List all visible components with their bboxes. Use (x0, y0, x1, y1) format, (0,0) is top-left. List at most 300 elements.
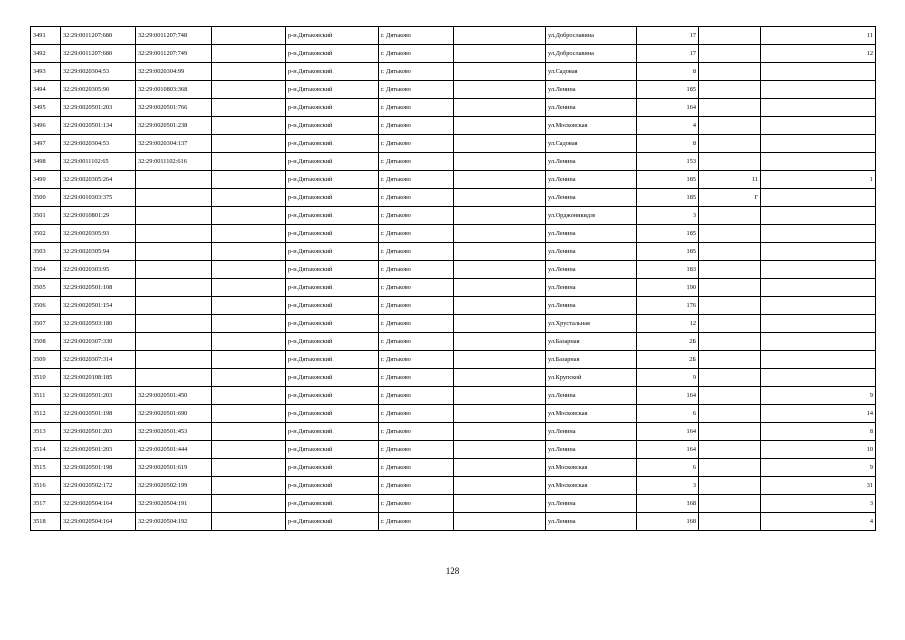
cell-street: ул.Московская (546, 405, 637, 423)
cell-blank-column (212, 513, 286, 531)
cell-linked-cadastral-number (136, 297, 212, 315)
cell-district: р-н.Дятьковский (286, 333, 379, 351)
cell-linked-cadastral-number: 32:29:0020501:444 (136, 441, 212, 459)
table-row (31, 315, 876, 333)
cell-apartment: 8 (761, 423, 876, 441)
cell-blank-column (212, 243, 286, 261)
cell-cadastral-number: 32:29:0020504:164 (61, 495, 136, 513)
cell-street: ул.Московская (546, 117, 637, 135)
cell-district: р-н.Дятьковский (286, 27, 379, 45)
cell-blank-column (212, 423, 286, 441)
cell-street: ул.Московская (546, 459, 637, 477)
cell-district: р-н.Дятьковский (286, 171, 379, 189)
cell-locality (454, 423, 546, 441)
cell-linked-cadastral-number: 32:29:0020502:199 (136, 477, 212, 495)
cell-linked-cadastral-number: 32:29:0020504:191 (136, 495, 212, 513)
table-row (31, 153, 876, 171)
registry-table (30, 26, 876, 531)
cell-house-number: 190 (637, 279, 699, 297)
cell-city: г. Дятьково (379, 153, 454, 171)
cell-blank-column (212, 441, 286, 459)
cell-locality (454, 459, 546, 477)
cell-record-number: 3508 (31, 333, 61, 351)
cell-linked-cadastral-number: 32:29:0020501:238 (136, 117, 212, 135)
cell-blank-column (212, 99, 286, 117)
cell-house-number: 183 (637, 261, 699, 279)
cell-blank-column (212, 27, 286, 45)
table-row (31, 405, 876, 423)
cell-building (699, 405, 761, 423)
cell-city: г. Дятьково (379, 261, 454, 279)
cell-district: р-н.Дятьковский (286, 297, 379, 315)
table-row (31, 225, 876, 243)
cell-house-number: 3 (637, 477, 699, 495)
table-row (31, 495, 876, 513)
cell-house-number: 185 (637, 81, 699, 99)
cell-apartment: 31 (761, 477, 876, 495)
cell-linked-cadastral-number: 32:29:0011102:616 (136, 153, 212, 171)
cell-street: ул.Базарная (546, 351, 637, 369)
cell-district: р-н.Дятьковский (286, 45, 379, 63)
cell-street: ул.Ленина (546, 441, 637, 459)
cell-building (699, 387, 761, 405)
cell-blank-column (212, 189, 286, 207)
cell-house-number: 17 (637, 27, 699, 45)
cell-linked-cadastral-number (136, 279, 212, 297)
cell-district: р-н.Дятьковский (286, 81, 379, 99)
cell-city: г. Дятьково (379, 369, 454, 387)
cell-city: г. Дятьково (379, 351, 454, 369)
cell-cadastral-number: 32:29:0011207:680 (61, 45, 136, 63)
cell-apartment (761, 153, 876, 171)
cell-street: ул.Крупской (546, 369, 637, 387)
cell-record-number: 3509 (31, 351, 61, 369)
cell-record-number: 3492 (31, 45, 61, 63)
table-row (31, 261, 876, 279)
cell-blank-column (212, 135, 286, 153)
table-row (31, 99, 876, 117)
cell-record-number: 3510 (31, 369, 61, 387)
cell-street: ул.Ленина (546, 81, 637, 99)
cell-blank-column (212, 495, 286, 513)
cell-blank-column (212, 351, 286, 369)
cell-house-number: 12 (637, 315, 699, 333)
cell-record-number: 3497 (31, 135, 61, 153)
cell-blank-column (212, 171, 286, 189)
cell-cadastral-number: 32:29:0020307:330 (61, 333, 136, 351)
cell-cadastral-number: 32:29:0020303:95 (61, 261, 136, 279)
cell-house-number: 176 (637, 297, 699, 315)
cell-cadastral-number: 32:29:0020501:198 (61, 405, 136, 423)
cell-district: р-н.Дятьковский (286, 135, 379, 153)
table-row (31, 369, 876, 387)
cell-house-number: 2Б (637, 351, 699, 369)
cell-district: р-н.Дятьковский (286, 495, 379, 513)
cell-city: г. Дятьково (379, 459, 454, 477)
cell-locality (454, 207, 546, 225)
cell-building (699, 117, 761, 135)
cell-linked-cadastral-number: 32:29:0020501:450 (136, 387, 212, 405)
cell-building (699, 315, 761, 333)
cell-apartment: 3 (761, 495, 876, 513)
cell-district: р-н.Дятьковский (286, 63, 379, 81)
cell-blank-column (212, 45, 286, 63)
cell-apartment: 14 (761, 405, 876, 423)
cell-locality (454, 405, 546, 423)
cell-locality (454, 351, 546, 369)
cell-linked-cadastral-number: 32:29:0010803:368 (136, 81, 212, 99)
cell-city: г. Дятьково (379, 387, 454, 405)
cell-district: р-н.Дятьковский (286, 153, 379, 171)
cell-building (699, 495, 761, 513)
table-row (31, 459, 876, 477)
cell-cadastral-number: 32:29:0020305:93 (61, 225, 136, 243)
cell-house-number: 185 (637, 171, 699, 189)
cell-city: г. Дятьково (379, 207, 454, 225)
cell-locality (454, 189, 546, 207)
cell-record-number: 3505 (31, 279, 61, 297)
cell-city: г. Дятьково (379, 81, 454, 99)
cell-cadastral-number: 32:29:0020305:90 (61, 81, 136, 99)
cell-blank-column (212, 207, 286, 225)
cell-blank-column (212, 117, 286, 135)
cell-street: ул.Ленина (546, 189, 637, 207)
cell-city: г. Дятьково (379, 405, 454, 423)
cell-building (699, 261, 761, 279)
cell-house-number: 2Б (637, 333, 699, 351)
cell-cadastral-number: 32:29:0011207:680 (61, 27, 136, 45)
cell-apartment (761, 225, 876, 243)
cell-street: ул.Ленина (546, 225, 637, 243)
cell-blank-column (212, 81, 286, 99)
cell-locality (454, 45, 546, 63)
cell-linked-cadastral-number: 32:29:0020501:690 (136, 405, 212, 423)
cell-city: г. Дятьково (379, 243, 454, 261)
cell-city: г. Дятьково (379, 63, 454, 81)
cell-house-number: 168 (637, 495, 699, 513)
cell-linked-cadastral-number (136, 333, 212, 351)
cell-cadastral-number: 32:29:0020501:134 (61, 117, 136, 135)
cell-street: ул.Ленина (546, 243, 637, 261)
cell-street: ул.Ленина (546, 387, 637, 405)
cell-apartment (761, 135, 876, 153)
cell-linked-cadastral-number: 32:29:0011207:749 (136, 45, 212, 63)
cell-record-number: 3491 (31, 27, 61, 45)
cell-locality (454, 243, 546, 261)
cell-building (699, 351, 761, 369)
cell-building (699, 81, 761, 99)
cell-city: г. Дятьково (379, 423, 454, 441)
cell-apartment (761, 189, 876, 207)
cell-apartment (761, 99, 876, 117)
table-row (31, 441, 876, 459)
cell-building (699, 423, 761, 441)
cell-apartment (761, 261, 876, 279)
cell-street: ул.Ленина (546, 495, 637, 513)
cell-linked-cadastral-number: 32:29:0020504:192 (136, 513, 212, 531)
cell-linked-cadastral-number (136, 225, 212, 243)
cell-apartment (761, 243, 876, 261)
cell-record-number: 3495 (31, 99, 61, 117)
cell-blank-column (212, 225, 286, 243)
cell-linked-cadastral-number (136, 171, 212, 189)
cell-apartment: 9 (761, 459, 876, 477)
cell-locality (454, 225, 546, 243)
table-row (31, 513, 876, 531)
cell-linked-cadastral-number (136, 243, 212, 261)
cell-blank-column (212, 315, 286, 333)
cell-apartment (761, 369, 876, 387)
cell-locality (454, 117, 546, 135)
cell-record-number: 3493 (31, 63, 61, 81)
cell-building (699, 63, 761, 81)
cell-street: ул.Ленина (546, 153, 637, 171)
cell-city: г. Дятьково (379, 135, 454, 153)
cell-linked-cadastral-number: 32:29:0020501:766 (136, 99, 212, 117)
table-row (31, 207, 876, 225)
cell-district: р-н.Дятьковский (286, 423, 379, 441)
cell-cadastral-number: 32:29:0020501:198 (61, 459, 136, 477)
cell-locality (454, 81, 546, 99)
cell-building (699, 153, 761, 171)
cell-cadastral-number: 32:29:0020307:314 (61, 351, 136, 369)
cell-cadastral-number: 32:29:0020501:203 (61, 423, 136, 441)
cell-city: г. Дятьково (379, 315, 454, 333)
cell-house-number: 6 (637, 405, 699, 423)
cell-district: р-н.Дятьковский (286, 369, 379, 387)
cell-apartment (761, 207, 876, 225)
cell-linked-cadastral-number: 32:29:0020304:137 (136, 135, 212, 153)
cell-street: ул.Московская (546, 477, 637, 495)
cell-district: р-н.Дятьковский (286, 261, 379, 279)
cell-street: ул.Доброславина (546, 45, 637, 63)
cell-city: г. Дятьково (379, 99, 454, 117)
cell-locality (454, 477, 546, 495)
cell-street: ул.Садовая (546, 63, 637, 81)
cell-blank-column (212, 369, 286, 387)
cell-cadastral-number: 32:29:0020305:94 (61, 243, 136, 261)
cell-record-number: 3514 (31, 441, 61, 459)
cell-blank-column (212, 63, 286, 81)
cell-record-number: 3511 (31, 387, 61, 405)
cell-linked-cadastral-number (136, 369, 212, 387)
cell-apartment: 10 (761, 441, 876, 459)
cell-apartment: 1 (761, 171, 876, 189)
cell-apartment: 11 (761, 27, 876, 45)
table-row (31, 351, 876, 369)
cell-district: р-н.Дятьковский (286, 513, 379, 531)
cell-blank-column (212, 261, 286, 279)
cell-street: ул.Ленина (546, 171, 637, 189)
table-row (31, 477, 876, 495)
table-body (31, 27, 876, 531)
cell-cadastral-number: 32:29:0020501:203 (61, 99, 136, 117)
cell-linked-cadastral-number: 32:29:0020501:619 (136, 459, 212, 477)
cell-linked-cadastral-number (136, 351, 212, 369)
cell-record-number: 3517 (31, 495, 61, 513)
cell-district: р-н.Дятьковский (286, 243, 379, 261)
cell-linked-cadastral-number (136, 207, 212, 225)
cell-locality (454, 261, 546, 279)
cell-record-number: 3499 (31, 171, 61, 189)
cell-building: Г (699, 189, 761, 207)
cell-linked-cadastral-number (136, 189, 212, 207)
cell-blank-column (212, 333, 286, 351)
cell-street: ул.Базарная (546, 333, 637, 351)
cell-building (699, 513, 761, 531)
cell-district: р-н.Дятьковский (286, 99, 379, 117)
cell-street: ул.Ленина (546, 423, 637, 441)
cell-street: ул.Ленина (546, 297, 637, 315)
cell-blank-column (212, 279, 286, 297)
table-row (31, 243, 876, 261)
cell-city: г. Дятьково (379, 27, 454, 45)
cell-record-number: 3494 (31, 81, 61, 99)
cell-city: г. Дятьково (379, 477, 454, 495)
cell-building (699, 27, 761, 45)
cell-house-number: 4 (637, 117, 699, 135)
cell-record-number: 3503 (31, 243, 61, 261)
cell-locality (454, 63, 546, 81)
cell-apartment (761, 117, 876, 135)
cell-city: г. Дятьково (379, 117, 454, 135)
cell-locality (454, 27, 546, 45)
cell-district: р-н.Дятьковский (286, 189, 379, 207)
cell-cadastral-number: 32:29:0020304:53 (61, 63, 136, 81)
cell-district: р-н.Дятьковский (286, 477, 379, 495)
cell-cadastral-number: 32:29:0020305:264 (61, 171, 136, 189)
cell-city: г. Дятьково (379, 297, 454, 315)
cell-city: г. Дятьково (379, 441, 454, 459)
cell-blank-column (212, 477, 286, 495)
cell-apartment: 4 (761, 513, 876, 531)
cell-apartment: 9 (761, 387, 876, 405)
cell-locality (454, 441, 546, 459)
table-row (31, 45, 876, 63)
cell-locality (454, 297, 546, 315)
cell-house-number: 164 (637, 387, 699, 405)
cell-linked-cadastral-number (136, 315, 212, 333)
cell-city: г. Дятьково (379, 171, 454, 189)
cell-building: 11 (699, 171, 761, 189)
cell-cadastral-number: 32:29:0010801:29 (61, 207, 136, 225)
page-number: 128 (445, 566, 460, 576)
cell-building (699, 459, 761, 477)
cell-cadastral-number: 32:29:0020504:164 (61, 513, 136, 531)
cell-blank-column (212, 405, 286, 423)
cell-cadastral-number: 32:29:0020304:53 (61, 135, 136, 153)
cell-street: ул.Ленина (546, 279, 637, 297)
cell-city: г. Дятьково (379, 333, 454, 351)
cell-building (699, 369, 761, 387)
cell-building (699, 333, 761, 351)
table-row (31, 63, 876, 81)
table-row (31, 171, 876, 189)
cell-city: г. Дятьково (379, 225, 454, 243)
cell-cadastral-number: 32:29:0020503:180 (61, 315, 136, 333)
cell-district: р-н.Дятьковский (286, 315, 379, 333)
cell-cadastral-number: 32:29:0020501:203 (61, 441, 136, 459)
cell-record-number: 3518 (31, 513, 61, 531)
cell-city: г. Дятьково (379, 189, 454, 207)
cell-house-number: 8 (637, 63, 699, 81)
cell-house-number: 9 (637, 369, 699, 387)
cell-house-number: 168 (637, 513, 699, 531)
cell-blank-column (212, 459, 286, 477)
cell-record-number: 3496 (31, 117, 61, 135)
cell-building (699, 279, 761, 297)
cell-locality (454, 171, 546, 189)
cell-locality (454, 495, 546, 513)
table-row (31, 189, 876, 207)
cell-house-number: 164 (637, 441, 699, 459)
cell-apartment (761, 63, 876, 81)
cell-locality (454, 153, 546, 171)
table-row (31, 423, 876, 441)
cell-linked-cadastral-number: 32:29:0020304:99 (136, 63, 212, 81)
cell-building (699, 207, 761, 225)
cell-cadastral-number: 32:29:0020501:203 (61, 387, 136, 405)
cell-record-number: 3501 (31, 207, 61, 225)
cell-district: р-н.Дятьковский (286, 459, 379, 477)
cell-district: р-н.Дятьковский (286, 225, 379, 243)
cell-building (699, 225, 761, 243)
cell-building (699, 243, 761, 261)
cell-apartment (761, 297, 876, 315)
cell-house-number: 185 (637, 225, 699, 243)
table-row (31, 117, 876, 135)
cell-locality (454, 135, 546, 153)
table-row (31, 135, 876, 153)
cell-blank-column (212, 387, 286, 405)
cell-city: г. Дятьково (379, 45, 454, 63)
cell-locality (454, 315, 546, 333)
cell-cadastral-number: 32:29:0020501:154 (61, 297, 136, 315)
table-row (31, 27, 876, 45)
cell-locality (454, 387, 546, 405)
cell-linked-cadastral-number: 32:29:0020501:453 (136, 423, 212, 441)
cell-record-number: 3515 (31, 459, 61, 477)
cell-house-number: 164 (637, 99, 699, 117)
cell-street: ул.Садовая (546, 135, 637, 153)
cell-building (699, 441, 761, 459)
cell-house-number: 8 (637, 135, 699, 153)
cell-apartment (761, 81, 876, 99)
cell-district: р-н.Дятьковский (286, 351, 379, 369)
cell-house-number: 17 (637, 45, 699, 63)
cell-cadastral-number: 32:29:0011102:65 (61, 153, 136, 171)
table-row (31, 387, 876, 405)
cell-street: ул.Доброславина (546, 27, 637, 45)
cell-district: р-н.Дятьковский (286, 387, 379, 405)
cell-blank-column (212, 153, 286, 171)
cell-record-number: 3507 (31, 315, 61, 333)
cell-linked-cadastral-number (136, 261, 212, 279)
cell-blank-column (212, 297, 286, 315)
cell-city: г. Дятьково (379, 513, 454, 531)
cell-district: р-н.Дятьковский (286, 207, 379, 225)
cell-locality (454, 369, 546, 387)
cell-locality (454, 99, 546, 117)
cell-cadastral-number: 32:29:0010303:375 (61, 189, 136, 207)
cell-street: ул.Ленина (546, 513, 637, 531)
cell-apartment (761, 279, 876, 297)
table-row (31, 279, 876, 297)
cell-house-number: 6 (637, 459, 699, 477)
cell-building (699, 99, 761, 117)
cell-cadastral-number: 32:29:0020502:172 (61, 477, 136, 495)
cell-record-number: 3502 (31, 225, 61, 243)
